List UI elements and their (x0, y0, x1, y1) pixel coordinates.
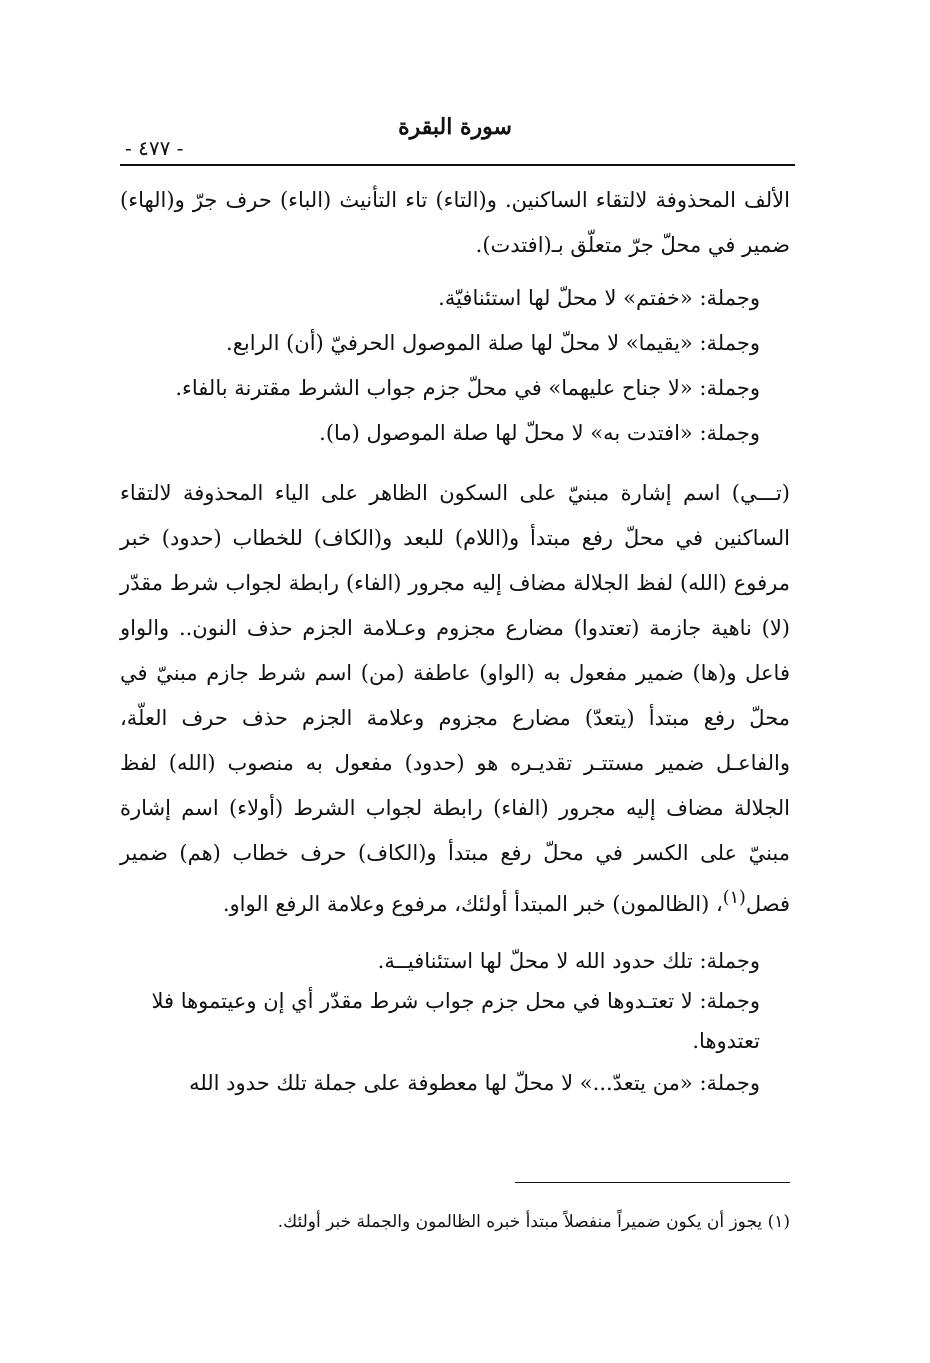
sentence-la-junah: وجملة: «لا جناح عليهما» في محلّ جزم جواب الشرط مقترنة بالفاء. (175, 376, 760, 400)
sentence-list-b (120, 941, 790, 1106)
footnote (200, 1208, 790, 1236)
sentence-la-taatadooha: وجملة: لا تعتـدوها في محل جزم جواب شرط مقدّر أي إن وعيتموها فلا تعتدوها. (151, 989, 760, 1053)
page-number: - ٤٧٧ - (125, 136, 184, 160)
footnote-rule (515, 1182, 790, 1183)
sentence-iftadat: وجملة: «افتدت به» لا محلّ لها صلة الموصول (ما). (319, 421, 760, 445)
analysis-text-end: ، (الظالمون) خبر المبتدأ أولئك، مرفوع وعلامة الرفع الواو. (222, 892, 723, 916)
footnote-reference: (١) (722, 888, 746, 908)
footnote-marker: (١) (767, 1212, 790, 1232)
header-rule (120, 164, 795, 166)
sentence-khiftum: وجملة: «خفتم» لا محلّ لها استئنافيّة. (438, 286, 760, 310)
page-body (120, 178, 790, 1106)
sentence-yuqima: وجملة: «يقيما» لا محلّ لها صلة الموصول الحرفيّ (أن) الرابع. (226, 331, 760, 355)
sentence-tilka-hudud: وجملة: تلك حدود الله لا محلّ لها استئنافيــة. (377, 949, 760, 973)
intro-paragraph: الألف المحذوفة لالتقاء الساكنين. و(التاء) تاء التأنيث (الباء) حرف جرّ و(الهاء) ضمير في محلّ جرّ متعلّق بـ(افتدت). (120, 188, 790, 257)
sentence-list-a (120, 276, 790, 456)
sentence-man-yataadda: وجملة: «من يتعدّ...» لا محلّ لها معطوفة على جملة تلك حدود الله (189, 1071, 760, 1095)
surah-title: سورة البقرة (398, 114, 512, 140)
analysis-paragraph (120, 471, 790, 927)
footnote-text: يجوز أن يكون ضميراً منفصلاً مبتدأ خبره الظالمون والجملة خبر أولئك. (277, 1212, 763, 1232)
analysis-text: (تـــي) اسم إشارة مبنيّ على السكون الظاهر على الياء المحذوفة لالتقاء الساكنين في محلّ رفع مبتدأ و(اللام) للبعد و(الكاف) للخطاب (حدود) خبر مرفوع (الله) لفظ الجلالة مضاف إليه مجرور (الفاء) رابطة لجواب شرط مقدّر (لا) ناهية جازمة (تعتدوا) مضارع مجزوم وعـلامة الجزم حذف النون.. والواو فاعل و(ها) ضمير مفعول به (الواو) عاطفة (من) اسم شرط جازم مبنيّ في محلّ رفع مبتدأ (يتعدّ) مضارع مجزوم وعلامة الجزم حذف حرف العلّة، والفاعـل ضمير مستتـر تقديـره هو (حدود) مفعول به منصوب (الله) لفظ الجلالة مضاف إليه مجرور (الفاء) رابطة لجواب الشرط (أولاء) اسم إشارة مبنيّ على الكسر في محلّ رفع مبتدأ و(الكاف) حرف خطاب (هم) ضمير فصل (120, 481, 790, 916)
